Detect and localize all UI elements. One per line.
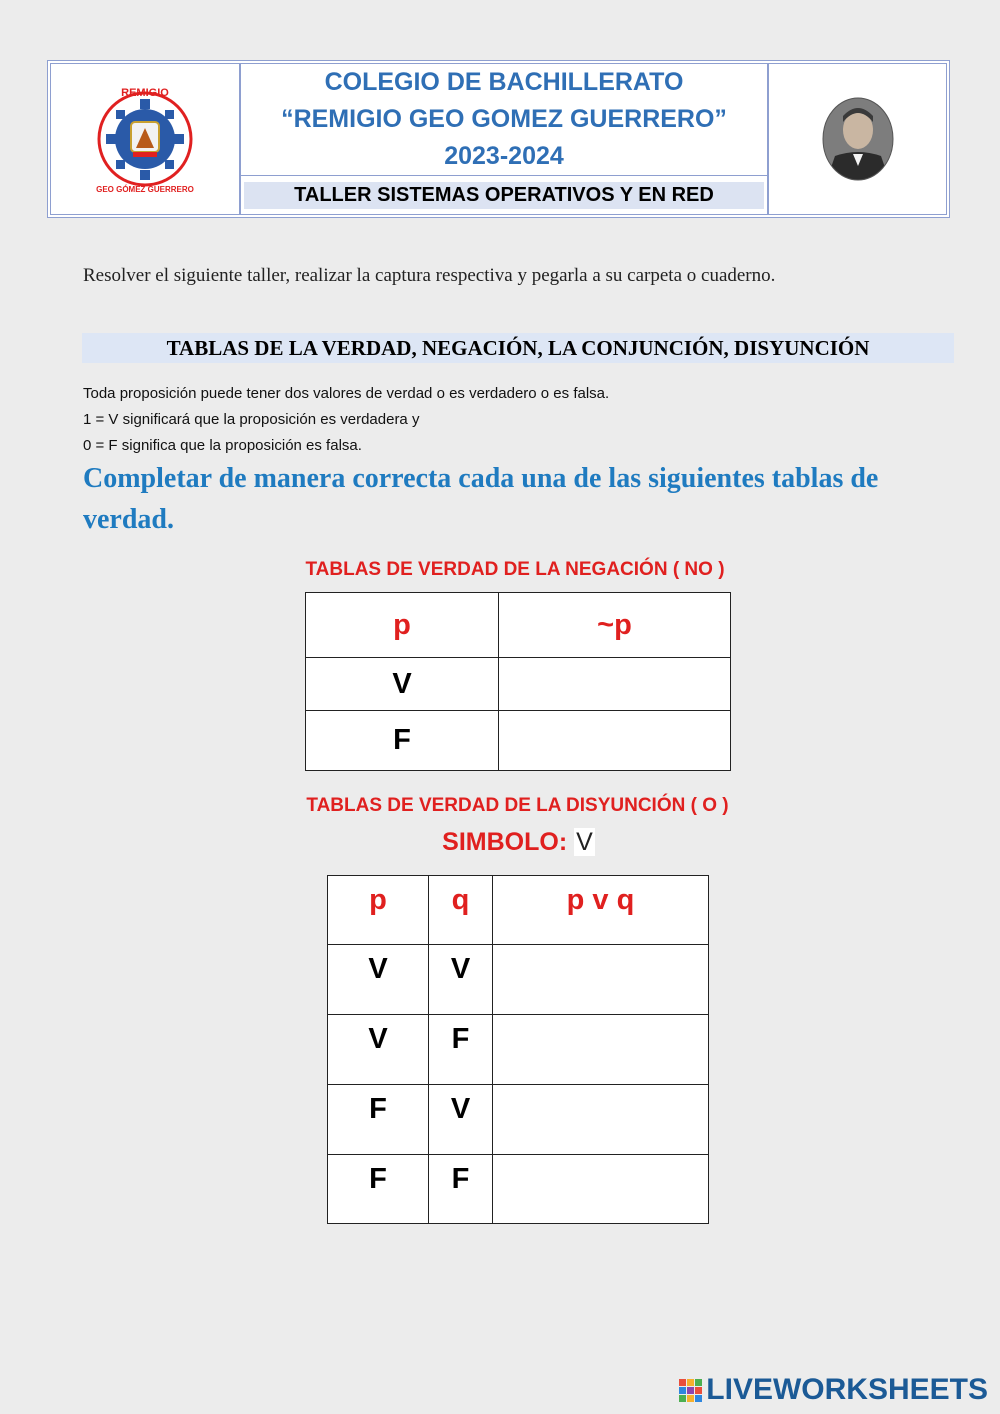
instructions: Resolver el siguiente taller, realizar la captura respectiva y pegarla a su carpeta o cuaderno. (83, 265, 776, 286)
table-cell: V (429, 945, 493, 1015)
header-cell: p (306, 593, 499, 658)
table-cell: F (328, 1155, 429, 1224)
header-cell: ~p (499, 593, 731, 658)
header-cell: q (429, 876, 493, 945)
symbol-label: SIMBOLO: (442, 828, 568, 856)
answer-cell[interactable] (493, 1085, 709, 1155)
exercise-heading: Completar de manera correcta cada una de las siguientes tablas de verdad. (83, 463, 879, 535)
header-cell: p (328, 876, 429, 945)
table-cell: V (429, 1085, 493, 1155)
svg-text:REMIGIO: REMIGIO (121, 87, 169, 99)
symbol-value: V (576, 828, 593, 856)
negation-table (305, 592, 731, 771)
liveworksheets-logo (679, 1373, 988, 1407)
symbol-line (0, 828, 1000, 857)
title-line-3: 2023-2024 (444, 142, 564, 170)
table-cell: V (328, 1015, 429, 1085)
answer-cell[interactable] (493, 1015, 709, 1085)
school-title (241, 64, 767, 176)
disjunction-caption: TABLAS DE VERDAD DE LA DISYUNCIÓN ( O ) (306, 795, 729, 816)
school-crest-icon (86, 84, 204, 194)
table-cell: V (306, 658, 499, 711)
note-line: 0 = F significa que la proposición es falsa. (83, 437, 362, 454)
portrait-photo-icon (821, 96, 895, 182)
document-header (47, 60, 950, 218)
title-line-1: COLEGIO DE BACHILLERATO (324, 68, 684, 96)
notes (83, 381, 609, 459)
svg-text:GEO GÓMEZ GUERRERO: GEO GÓMEZ GUERRERO (96, 185, 194, 194)
answer-cell[interactable] (499, 711, 731, 771)
answer-cell[interactable] (493, 1155, 709, 1224)
answer-cell[interactable] (499, 658, 731, 711)
liveworksheets-grid-icon (679, 1379, 702, 1402)
disjunction-table (327, 875, 709, 1224)
note-line: Toda proposición puede tener dos valores de verdad o es verdadero o es falsa. (83, 385, 610, 402)
section-title: TABLAS DE LA VERDAD, NEGACIÓN, LA CONJUNCIÓN, DISYUNCIÓN (82, 333, 954, 363)
note-line: 1 = V significará que la proposición es verdadera y (83, 411, 420, 428)
table-cell: F (429, 1155, 493, 1224)
answer-cell[interactable] (493, 945, 709, 1015)
header-cell: p v q (493, 876, 709, 945)
workshop-subtitle: TALLER SISTEMAS OPERATIVOS Y EN RED (244, 182, 764, 209)
title-line-2: “REMIGIO GEO GOMEZ GUERRERO” (281, 105, 727, 133)
table-cell: F (306, 711, 499, 771)
brand-name: LIVEWORKSHEETS (706, 1373, 988, 1406)
table-cell: F (429, 1015, 493, 1085)
table-cell: F (328, 1085, 429, 1155)
negation-caption: TABLAS DE VERDAD DE LA NEGACIÓN ( NO ) (305, 559, 725, 580)
school-logo (51, 64, 241, 214)
table-cell: V (328, 945, 429, 1015)
founder-portrait (769, 64, 946, 214)
